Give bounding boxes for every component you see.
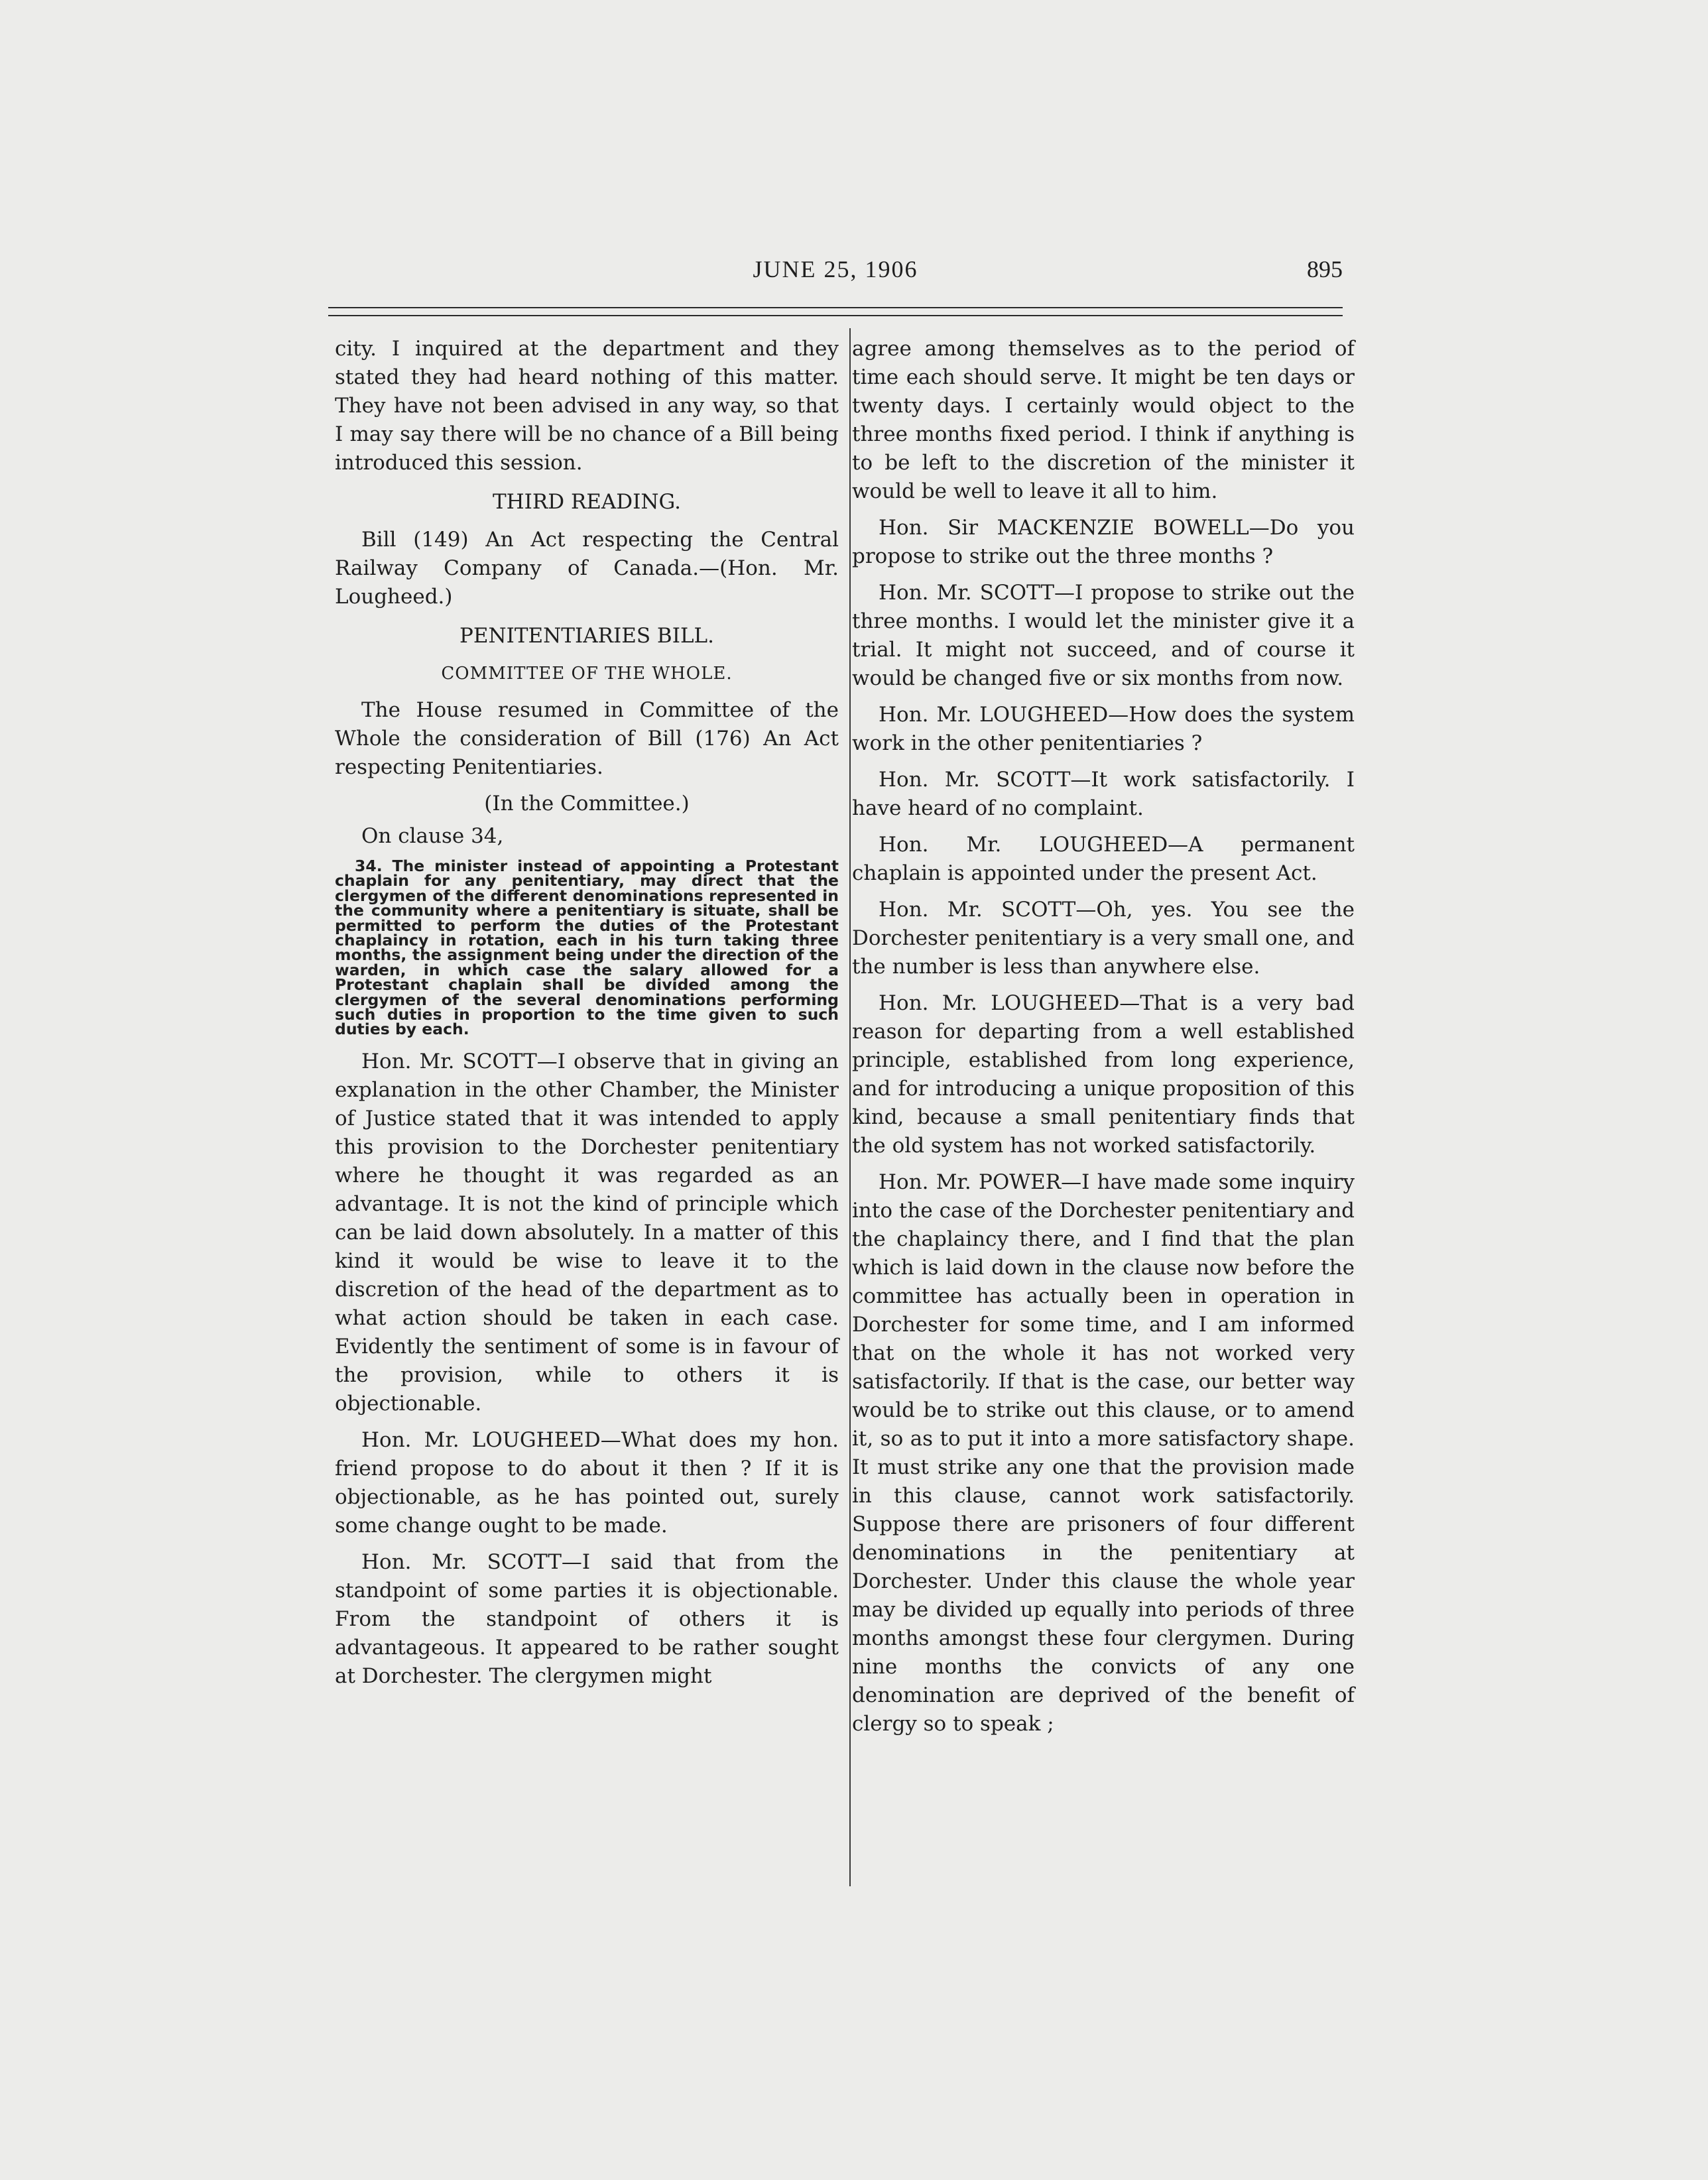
speech-paragraph: Hon. Mr. SCOTT—I propose to strike out the three months. I would let the minister give it a trial. It might not succeed, and of course it would be changed five or six months from now.	[852, 581, 1355, 690]
page-date: JUNE 25, 1906	[753, 256, 918, 282]
speech-paragraph: Hon. Mr. SCOTT—It work satisfactorily. I have heard of no complaint.	[852, 768, 1355, 820]
speech-paragraph: Hon. Mr. SCOTT—I observe that in giving an explanation in the other Chamber, the Minister of Justice stated that it was intended to apply this provision to the Dorchester penitentiary where he thought it was regarded as an advantage. It is not the kind of principle which can be laid down absolutely. In a matter of this kind it would be wise to leave it to the discretion of the head of the department as to what action should be taken in each case. Evidently the sentiment of some is in favour of the provision, while to others it is objectionable.	[335, 1049, 839, 1416]
speech-paragraph: Hon. Mr. POWER—I have made some inquiry into the case of the Dorchester penitentiary and the chaplaincy there, and I find that the plan which is laid down in the clause now before the committee has actually been in operation in Dorchester for some time, and I am informed that on the whole it has not worked very satisfactorily. If that is the case, our better way would be to strike out this clause, or to amend it, so as to put it into a more satisfactory shape. It must strike any one that the provision made in this clause, cannot work satisfactorily. Suppose there are prisoners of four different denominations in the penitentiary at Dorchester. Under this clause the whole year may be divided up equally into periods of three months amongst these four clergymen. During nine months the convicts of any one denomination are deprived of the benefit of clergy so to speak ;	[852, 1170, 1355, 1736]
speech-paragraph: Hon. Mr. SCOTT—I said that from the standpoint of some parties it is objectionable. From the standpoint of others it is advantageous. It appeared to be rather sought at Dorchester. The clergymen might	[335, 1549, 839, 1688]
speech-paragraph: Hon. Mr. SCOTT—Oh, yes. You see the Dorchester penitentiary is a very small one, and the number is less than anywhere else.	[852, 898, 1355, 979]
clause-text	[335, 859, 839, 1037]
paragraph: On clause 34,	[361, 824, 504, 848]
section-heading: THIRD READING.	[492, 490, 682, 514]
speech-paragraph: Hon. Mr. LOUGHEED—How does the system work in the other penitentiaries ?	[852, 703, 1355, 755]
left-column	[335, 335, 839, 1699]
clause-34-text: 34. The minister instead of appointing a Protestant chaplain for any penitentiary, may direct that the clergymen of the different denominations represented in the community where a penitentiary is situate, shall be permitted to perform the duties of the Protestant chaplaincy in rotation, each in his turn taking three months, the assignment being under the direction of the warden, in which case the salary allowed for a Protestant chaplain shall be divided among the clergymen of the several denominations performing such duties in proportion to the time given to such duties by each.	[335, 857, 839, 1039]
speech-paragraph: Hon. Sir MACKENZIE BOWELL—Do you propose to strike out the three months ?	[852, 516, 1355, 568]
speech-paragraph: Hon. Mr. LOUGHEED—A permanent chaplain is appointed under the present Act.	[852, 833, 1355, 885]
paragraph: city. I inquired at the department and they stated they had heard nothing of this matter. They have not been advised in any way, so that I may say there will be no chance of a Bill being introduced this session.	[335, 337, 839, 475]
header-rule-top	[328, 307, 1343, 308]
column-divider	[849, 328, 851, 1886]
speech-paragraph: Hon. Mr. LOUGHEED—What does my hon. friend propose to do about it then ? If it is objectionable, as he has pointed out, surely some change ought to be made.	[335, 1427, 839, 1538]
section-subheading: COMMITTEE OF THE WHOLE.	[441, 664, 733, 684]
page-number: 895	[1307, 256, 1343, 282]
paragraph: The House resumed in Committee of the Whole the consideration of Bill (176) An Act respecting Penitentiaries.	[335, 698, 839, 779]
section-heading: PENITENTIARIES BILL.	[459, 624, 714, 648]
committee-note: (In the Committee.)	[484, 792, 690, 816]
header-rule-bottom	[328, 315, 1343, 316]
right-column	[852, 335, 1355, 1746]
running-head	[328, 255, 1343, 295]
paragraph: Bill (149) An Act respecting the Central Railway Company of Canada.—(Hon. Mr. Lougheed.)	[335, 528, 839, 609]
paragraph: agree among themselves as to the period of time each should serve. It might be ten days or twenty days. I certainly would object to the three months fixed period. I think if anything is to be left to the discretion of the minister it would be well to leave it all to him.	[852, 337, 1355, 503]
speech-paragraph: Hon. Mr. LOUGHEED—That is a very bad reason for departing from a well established principle, established from long experience, and for introducing a unique proposition of this kind, because a small penitentiary finds that the old system has not worked satisfactorily.	[852, 991, 1355, 1158]
